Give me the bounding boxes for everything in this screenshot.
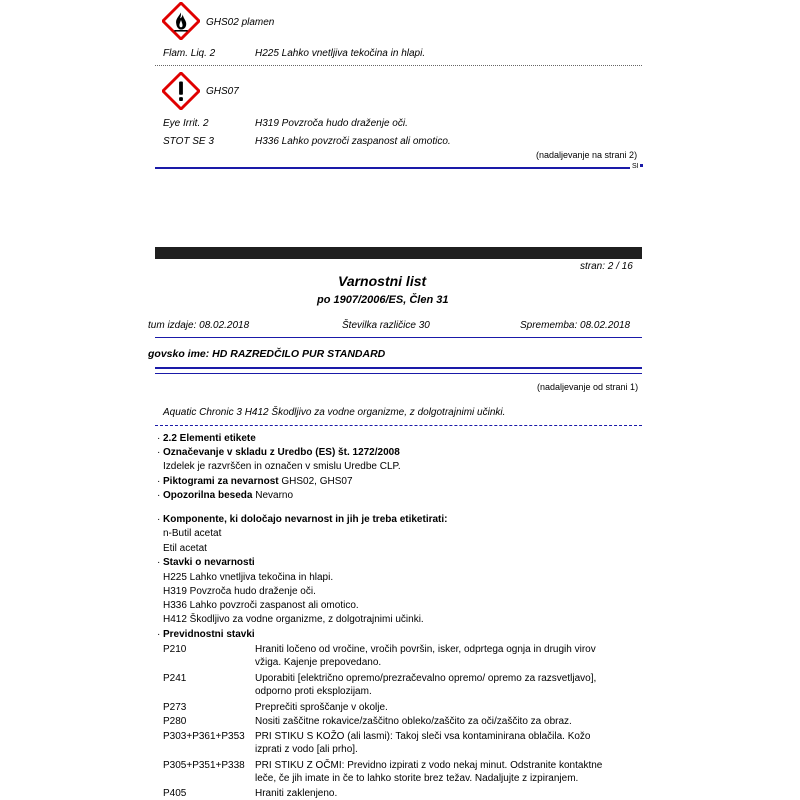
version-number: Številka različice 30	[342, 320, 430, 331]
p-code: P273	[163, 702, 187, 713]
components-heading: Komponente, ki določajo nevarnost in jih je treba etiketirati:	[163, 514, 448, 525]
signal-word-value: Nevarno	[255, 490, 294, 501]
footer-dot	[640, 164, 643, 167]
precautionary-heading: Previdnostni stavki	[163, 629, 255, 640]
stot-hazard-text: H336 Lahko povzroči zaspanost ali omotico.	[255, 136, 451, 147]
eye-class: Eye Irrit. 2	[163, 118, 209, 129]
hazard-h225: H225 Lahko vnetljiva tekočina in hlapi.	[163, 572, 334, 583]
stot-class: STOT SE 3	[163, 136, 214, 147]
p-code: P210	[163, 644, 187, 655]
footer-line	[155, 167, 630, 169]
page-number: stran: 2 / 16	[580, 261, 633, 272]
p-code: P280	[163, 716, 187, 727]
p-text-line2: leče, če jih imate in če to lahko storite brez težav. Nadaljujte z izpiranjem.	[255, 773, 579, 784]
p-text-line2: odporno proti eksplozijam.	[255, 686, 372, 697]
p-text-line1: PRI STIKU Z OČMI: Previdno izpirati z vodo nekaj minut. Odstranite kontaktne	[255, 760, 603, 771]
p-text-line1: Hraniti zaklenjeno.	[255, 788, 338, 799]
language-code: SI	[632, 163, 639, 170]
page-header-bar	[155, 247, 642, 259]
p-code: P405	[163, 788, 187, 799]
header-divider	[155, 337, 642, 338]
p-text-line1: Nositi zaščitne rokavice/zaščitno obleko/zaščito za oči/zaščito za obraz.	[255, 716, 572, 727]
signal-word-label: Opozorilna beseda	[163, 490, 253, 501]
p-code: P241	[163, 673, 187, 684]
continued-prev-note: (nadaljevanje od strani 1)	[537, 382, 639, 392]
p-text-line1: Uporabiti [električno opremo/prezračevalno opremo/ opremo za razsvetljavo],	[255, 673, 597, 684]
component-2: Etil acetat	[163, 543, 207, 554]
p-text-line2: vžiga. Kajenje prepovedano.	[255, 657, 382, 668]
document-subtitle: po 1907/2006/ES, Člen 31	[317, 294, 449, 306]
issue-date: tum izdaje: 08.02.2018	[148, 320, 250, 331]
p-code: P303+P361+P353	[163, 731, 245, 742]
eye-hazard-text: H319 Povzroča hudo draženje oči.	[255, 118, 408, 129]
p-text-line1: Hraniti ločeno od vročine, vročih površin, isker, odprtega ognja in drugih virov	[255, 644, 596, 655]
blue-rule-2	[155, 373, 642, 374]
p-text-line1: PRI STIKU S KOŽO (ali lasmi): Takoj sleči vsa kontaminirana oblačila. Kožo	[255, 731, 591, 742]
labelling-heading: Označevanje v skladu z Uredbo (ES) št. 1272/2008	[163, 447, 400, 458]
blue-rule-1	[155, 367, 642, 369]
pictograms-line	[163, 476, 353, 487]
hazard-statements-heading: Stavki o nevarnosti	[163, 557, 255, 568]
flam-class: Flam. Liq. 2	[163, 48, 216, 59]
ghs07-exclamation-pictogram-icon	[162, 72, 200, 110]
ghs02-flame-pictogram-icon	[162, 2, 200, 40]
pictograms-label: Piktogrami za nevarnost	[163, 476, 279, 487]
document-title: Varnostni list	[338, 273, 427, 289]
ghs02-label: GHS02 plamen	[206, 17, 275, 28]
hazard-h336: H336 Lahko povzroči zaspanost ali omotico.	[163, 600, 359, 611]
continued-next-note: (nadaljevanje na strani 2)	[536, 150, 638, 160]
p-text-line2: izprati z vodo [ali prho].	[255, 744, 358, 755]
component-1: n-Butil acetat	[163, 528, 222, 539]
hazard-h412: H412 Škodljivo za vodne organizme, z dolgotrajnimi učinki.	[163, 614, 424, 625]
section-divider	[155, 425, 642, 426]
revision-date: Sprememba: 08.02.2018	[520, 320, 631, 331]
p-code: P305+P351+P338	[163, 760, 245, 771]
flam-hazard-text: H225 Lahko vnetljiva tekočina in hlapi.	[255, 48, 426, 59]
hazard-h319: H319 Povzroča hudo draženje oči.	[163, 586, 316, 597]
pictograms-value: GHS02, GHS07	[281, 476, 353, 487]
section-2-2-heading: 2.2 Elementi etikete	[163, 433, 256, 444]
product-name: govsko ime: HD RAZREDČILO PUR STANDARD	[148, 348, 386, 360]
aquatic-classification: Aquatic Chronic 3 H412 Škodljivo za vodne organizme, z dolgotrajnimi učinki.	[163, 407, 506, 418]
divider	[155, 65, 642, 66]
labelling-text: Izdelek je razvrščen in označen v smislu Uredbe CLP.	[163, 461, 401, 472]
p-text-line1: Preprečiti sproščanje v okolje.	[255, 702, 388, 713]
ghs07-label: GHS07	[206, 86, 239, 97]
signal-word-line	[163, 490, 293, 501]
